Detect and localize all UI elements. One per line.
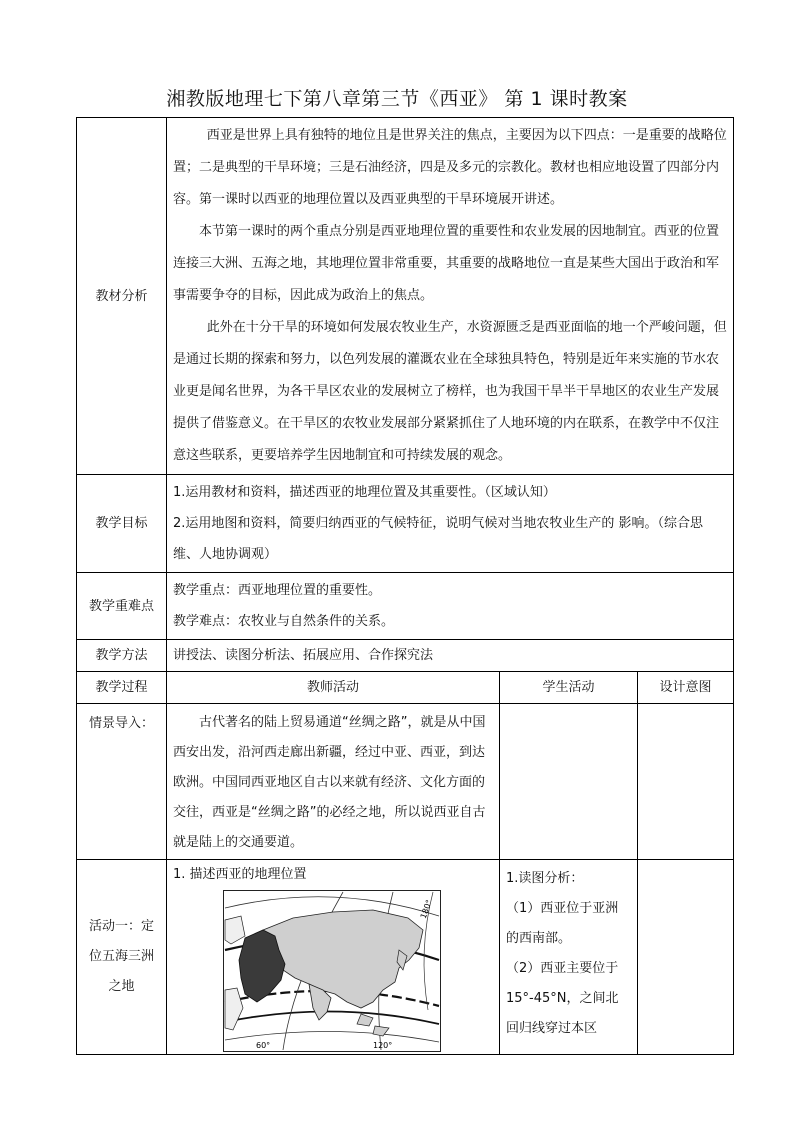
header-design-intent: 设计意图 [638, 672, 734, 704]
row-process-header [77, 672, 734, 704]
row-key-points [77, 573, 734, 640]
label-key-points: 教学重难点 [77, 573, 167, 640]
teaching-methods-content: 讲授法、读图分析法、拓展应用、合作探究法 [167, 640, 734, 672]
difficult-point: 教学难点：农牧业与自然条件的关系。 [173, 614, 395, 629]
label-activity-1: 活动一：定位五海三洲之地 [77, 860, 167, 1055]
activity-1-student [500, 860, 638, 1055]
lesson-plan-table [76, 117, 734, 1055]
header-process: 教学过程 [77, 672, 167, 704]
row-teaching-goals [77, 475, 734, 573]
label-scene-intro: 情景导入： [77, 704, 167, 860]
row-teaching-methods [77, 640, 734, 672]
header-student-activity: 学生活动 [500, 672, 638, 704]
activity-1-teacher [167, 860, 500, 1055]
student-line-2: （1）西亚位于亚洲的西南部。 [506, 901, 619, 946]
key-points-content [167, 573, 734, 640]
material-analysis-content [167, 118, 734, 475]
row-activity-1 [77, 860, 734, 1055]
goal-1: 1.运用教材和资料，描述西亚的地理位置及其重要性。（区域认知） [173, 485, 556, 500]
student-line-3: （2）西亚主要位于15°-45°N，之间北回归线穿过本区 [506, 961, 619, 1036]
material-paragraph-3: 此外在十分干旱的环境如何发展农牧业生产，水资源匮乏是西亚面临的地一个严峻问题，但是通过长期的探索和努力，以色列发展的灌溉农业在全球独具特色，特别是近年来实施的节水农业更是闻名世界，为各干旱区农业的发展树立了榜样，也为我国干旱半干旱地区的农业生产发展提供了借鉴意义。在干旱区的农牧业发展部分紧紧抓住了人地环境的内在联系，在教学中不仅注意这些联系，更要培养学生因地制宜和可持续发展的观念。 [173, 320, 727, 463]
row-material-analysis [77, 118, 734, 475]
scene-intro-design [638, 704, 734, 860]
map-label-120: 120° [373, 1041, 393, 1050]
header-teacher-activity: 教师活动 [167, 672, 500, 704]
activity-1-design [638, 860, 734, 1055]
goal-2: 2.运用地图和资料，简要归纳西亚的气候特征，说明气候对当地农牧业生产的 影响。（综合思维、人地协调观） [173, 516, 704, 562]
material-paragraph-1: 西亚是世界上具有独特的地位且是世界关注的焦点，主要因为以下四点：一是重要的战略位置；二是典型的干旱环境；三是石油经济，四是及多元的宗教化。教材也相应地设置了四部分内容。第一课时以西亚的地理位置以及西亚典型的干旱环境展开讲述。 [173, 128, 727, 207]
west-asia-location-map [223, 890, 441, 1052]
key-point: 教学重点：西亚地理位置的重要性。 [173, 583, 382, 598]
row-scene-intro [77, 704, 734, 860]
label-teaching-goals: 教学目标 [77, 475, 167, 573]
scene-intro-text: 古代著名的陆上贸易通道“丝绸之路”，就是从中国西安出发，沿河西走廊出新疆，经过中亚、西亚，到达欧洲。中国同西亚地区自古以来就有经济、文化方面的交往，西亚是“丝绸之路”的必经之地，所以说西亚自古就是陆上的交通要道。 [173, 715, 486, 850]
activity-1-teacher-title: 1. 描述西亚的地理位置 [173, 867, 307, 882]
scene-intro-teacher [167, 704, 500, 860]
label-material-analysis: 教材分析 [77, 118, 167, 475]
label-teaching-methods: 教学方法 [77, 640, 167, 672]
map-label-60: 60° [256, 1041, 271, 1050]
student-line-1: 1.读图分析： [506, 871, 584, 886]
map-label-180: 180° [418, 898, 434, 920]
document-title: 湘教版地理七下第八章第三节《西亚》 第 1 课时教案 [166, 88, 628, 110]
scene-intro-student [500, 704, 638, 860]
teaching-goals-content [167, 475, 734, 573]
material-paragraph-2: 本节第一课时的两个重点分别是西亚地理位置的重要性和农业发展的因地制宜。西亚的位置连接三大洲、五海之地，其地理位置非常重要，其重要的战略地位一直是某些大国出于政治和军事需要争夺的目标，因此成为政治上的焦点。 [173, 224, 720, 303]
